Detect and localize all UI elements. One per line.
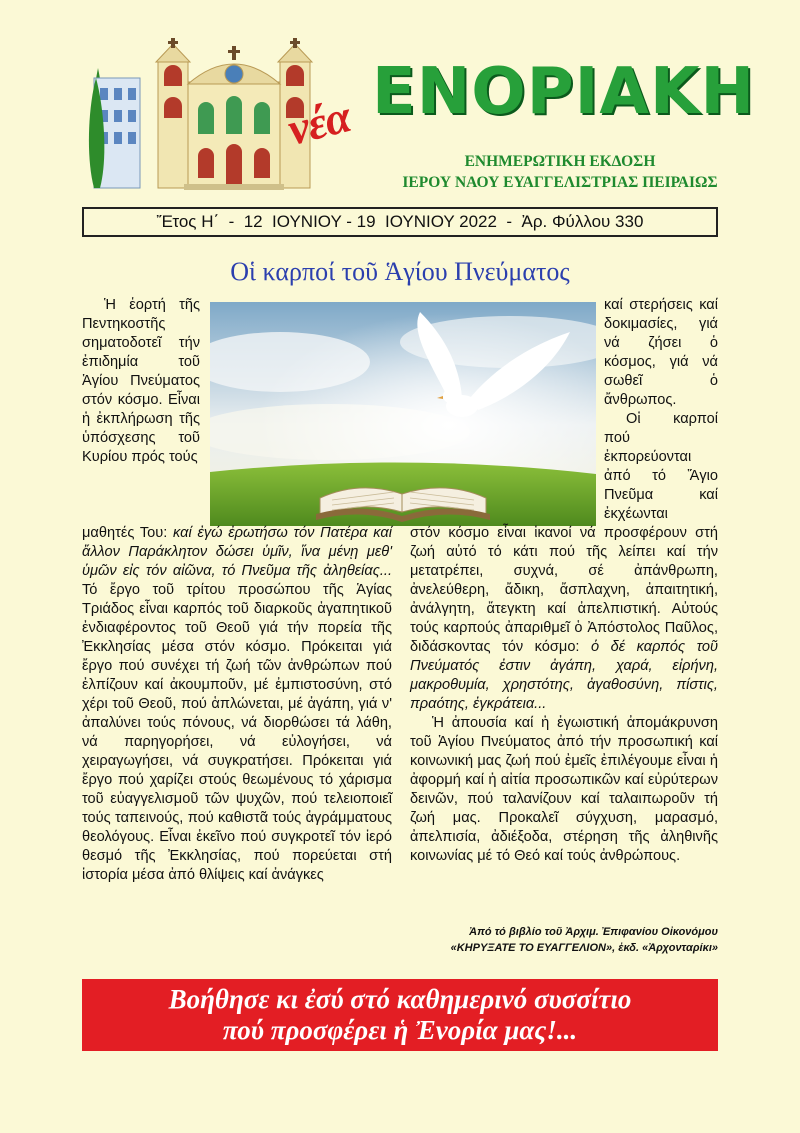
masthead-subtitle-2: ΙΕΡΟΥ ΝΑΟΥ ΕΥΑΓΓΕΛΙΣΤΡΙΑΣ ΠΕΙΡΑΙΩΣ (402, 174, 718, 191)
article-title: Οἱ καρποί τοῦ Ἁγίου Πνεύματος (230, 257, 570, 286)
masthead (0, 0, 800, 200)
soup-kitchen-banner (82, 979, 718, 1051)
article-text: μαθητές Του: (82, 525, 174, 541)
source-line-1: Ἀπό τό βιβλίο τοῦ Ἀρχιμ. Ἐπιφανίου Οἰκονόμου (469, 926, 718, 938)
scripture-quote: καί ἐγώ ἐρωτήσω τόν Πατέρα καί ἄλλον Παράκλητον δώσει ὑμῖν, ἵνα μένῃ μεθ' ὑμῶν εἰς τόν αἰῶνα, τό Πνεῦμα τῆς ἀληθείας... (82, 525, 392, 579)
article-paragraph: καί στερήσεις καί δοκιμασίες, γιά νά ζήσει ὁ κόσμος, γιά νά σωθεῖ ὁ ἄνθρωπος. (604, 297, 718, 408)
issue-info-bar (82, 207, 718, 237)
article-paragraph: Οἱ καρποί πού ἐκπορεύονται ἀπό τό Ἅγιο Πνεῦμα καί ἐκχέωνται (604, 411, 718, 522)
dove-over-open-book-image (210, 302, 596, 526)
article-paragraph (410, 524, 718, 714)
masthead-subtitle-1: ΕΝΗΜΕΡΩΤΙΚΗ ΕΚΔΟΣΗ (464, 153, 656, 170)
article-paragraph (82, 524, 392, 885)
scripture-quote: ὁ δέ καρπός τοῦ Πνεύματός ἐστιν ἀγάπη, χαρά, εἰρήνη, μακροθυμία, χρηστότης, ἀγαθοσύνη, πίστις, πραότης, ἐγκράτεια... (410, 639, 718, 712)
article-paragraph: Ἡ ἀπουσία καί ἡ ἐγωιστική ἀπομάκρυνση τοῦ Ἁγίου Πνεύματος ἀπό τήν προσωπική καί κοινωνική μας ζωή πού ἐμεῖς ἐπιλέγουμε εἶναι ἡ ἀφορμή καί ἡ αἰτία προσωπικῶν καί εὐρύτερων δεινῶν, πού ταλανίζουν καί ταλαιπωροῦν τή ζωή μας. Προκαλεῖ σύγχυση, μαρασμό, ἀπελπισία, ἀδιέξοδα, στέρηση τῆς ἀληθινῆς κοινωνίας μέ τό Θεό καί τούς ἀνθρώπους. (410, 715, 718, 864)
article-text: Τό ἔργο τοῦ τρίτου προσώπου τῆς Ἁγίας Τριάδος εἶναι καρπός τοῦ διαρκοῦς ἀγαπητικοῦ ἐνδιαφέροντος τοῦ Θεοῦ γιά τήν πορεία τῆς Ἐκκλησίας μέσα στόν κόσμο. Πρόκειται γιά ἔργο πού συνέχει τή ζωή τῶν ἀνθρώπων πού ἐλπίζουν καί ἀκουμποῦν, μέ ἐμπιστοσύνη, στό χέρι τοῦ Θεοῦ, πού ἁπλώνεται, μέ ἀγάπη, γιά ν' ἀπαλύνει τούς πόνους, νά διορθώσει τά λάθη, νά παρηγορήσει, νά εὐλογήσει, νά χειραγωγήσει, νά συγκρατήσει. Πρόκειται γιά ἔργο πού χαρίζει στούς θεωμένους τό χάρισμα τοῦ εὐαγγελισμοῦ τῶν ψυχῶν, πού τελειοποιεῖ τούς ταπεινούς, πού καθιστᾶ τούς ἀγράμματους θεολόγους. Εἶναι ἐκεῖνο πού συγκροτεῖ τόν ἱερό θεσμό τῆς Ἐκκλησίας, πού πορεύεται στή ἱστορία μέσα ἀπό θλίψεις καί ἀνάγκες (82, 582, 392, 883)
masthead-prefix: νέα (282, 90, 355, 155)
article-right-column-bottom (410, 524, 718, 866)
masthead-title: ΕΝΟΡΙΑΚΗ (372, 55, 756, 129)
article-text: στόν κόσμο εἶναι ἱκανοί νά προσφέρουν στή ζωή αὐτό τό κάτι πού τῆς λείπει καί τήν μετατρέπει, συχνά, σέ ἀπάνθρωπη, ἀνελεύθερη, ἄδικη, ἄσπλαχνη, ἀπαιτητική, ἀνάλγητη, ἄτεγκτη καί ἀπελπιστική. Αὐτούς τούς καρπούς ἀπαριθμεῖ ὁ Ἀπόστολος Παῦλος, διδάσκοντας τόν κόσμο: (410, 525, 718, 655)
article-paragraph: Ἡ ἑορτή τῆς Πεντηκοστῆς σηματοδοτεῖ τήν ἐπιδημία τοῦ Ἁγίου Πνεύματος στόν κόσμο. Εἶναι ἡ ἐκπλήρωση τῆς ὑπόσχεσης τοῦ Κυρίου πρός τούς (82, 297, 200, 465)
article-left-column-bottom (82, 524, 392, 885)
article-right-column-top (604, 296, 718, 524)
banner-line-1: Βοήθησε κι ἐσύ στό καθημερινό συσσίτιο (168, 984, 632, 1014)
article-left-column-top (82, 296, 200, 467)
article-source (410, 924, 718, 956)
banner-line-2: πού προσφέρει ἡ Ἐνορία μας!... (222, 1015, 578, 1045)
source-line-2: «ΚΗΡΥΞΑΤΕ ΤΟ ΕΥΑΓΓΕΛΙΟΝ», ἐκδ. «Ἀρχονταρίκι» (450, 942, 718, 954)
issue-line: Ἔτος Η΄ - 12 ΙΟΥΝΙΟΥ - 19 ΙΟΥΝΙΟΥ 2022 - Ἀρ. Φύλλου 330 (156, 212, 644, 231)
